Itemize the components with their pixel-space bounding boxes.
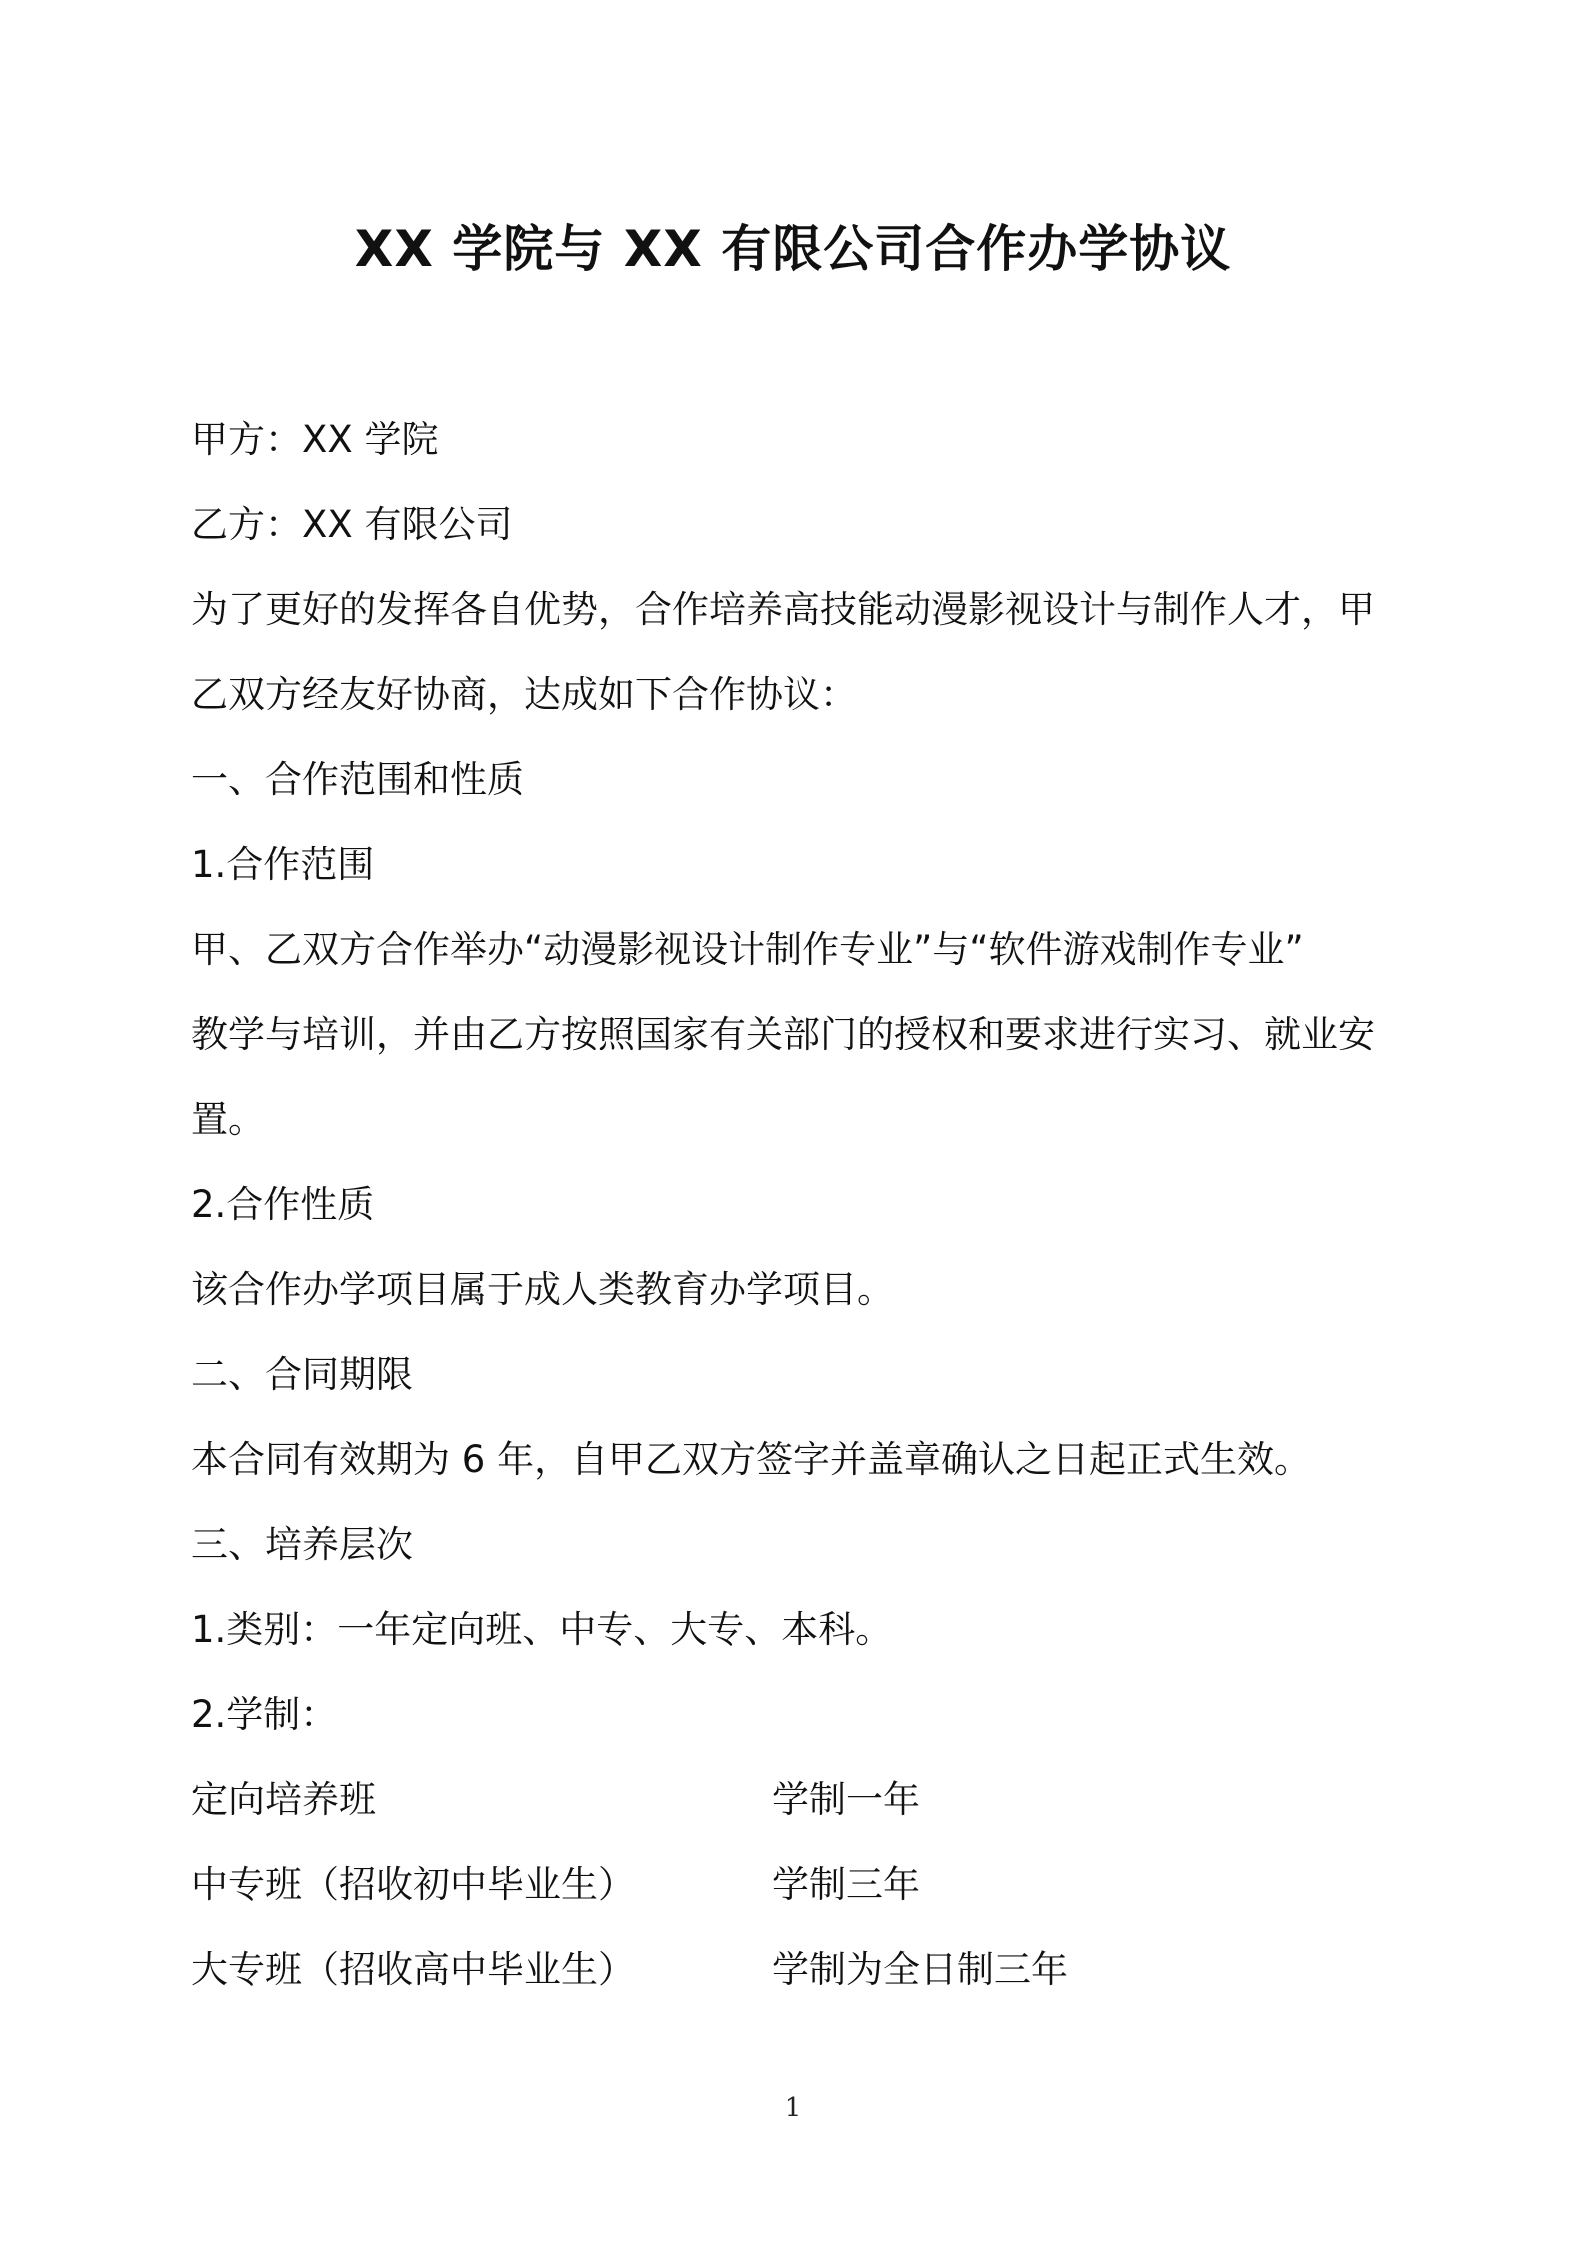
program-duration: 学制一年 bbox=[772, 1778, 920, 1821]
section-3-category: 1.类别：一年定向班、中专、大专、本科。 bbox=[191, 1608, 893, 1651]
section-2-heading: 二、合同期限 bbox=[191, 1353, 413, 1396]
program-duration: 学制三年 bbox=[772, 1863, 920, 1906]
program-name: 大专班（招收高中毕业生） bbox=[191, 1948, 635, 1991]
section-3-heading: 三、培养层次 bbox=[191, 1523, 413, 1566]
section-3-system-heading: 2.学制： bbox=[191, 1693, 338, 1736]
section-1-sub1-line-2: 教学与培训，并由乙方按照国家有关部门的授权和要求进行实习、就业安 bbox=[191, 1013, 1375, 1056]
intro-line-1: 为了更好的发挥各自优势，合作培养高技能动漫影视设计与制作人才，甲 bbox=[191, 588, 1375, 631]
party-b: 乙方：XX 有限公司 bbox=[191, 503, 513, 546]
intro-line-2: 乙双方经友好协商，达成如下合作协议： bbox=[191, 673, 857, 716]
program-name: 中专班（招收初中毕业生） bbox=[191, 1863, 635, 1906]
page-number: 1 bbox=[784, 2093, 802, 2123]
section-1-heading: 一、合作范围和性质 bbox=[191, 758, 524, 801]
section-1-sub1-line-3: 置。 bbox=[191, 1098, 265, 1141]
program-name: 定向培养班 bbox=[191, 1778, 376, 1821]
program-duration: 学制为全日制三年 bbox=[772, 1948, 1068, 1991]
section-1-sub2-heading: 2.合作性质 bbox=[191, 1183, 375, 1226]
section-1-sub2-text: 该合作办学项目属于成人类教育办学项目。 bbox=[191, 1268, 894, 1311]
section-1-sub1-line-1: 甲、乙双方合作举办“动漫影视设计制作专业”与“软件游戏制作专业” bbox=[191, 928, 1304, 971]
party-a: 甲方：XX 学院 bbox=[191, 418, 439, 461]
document-title: XX 学院与 XX 有限公司合作办学协议 bbox=[354, 220, 1232, 278]
section-2-text: 本合同有效期为 6 年，自甲乙双方签字并盖章确认之日起正式生效。 bbox=[191, 1438, 1312, 1481]
section-1-sub1-heading: 1.合作范围 bbox=[191, 843, 375, 886]
